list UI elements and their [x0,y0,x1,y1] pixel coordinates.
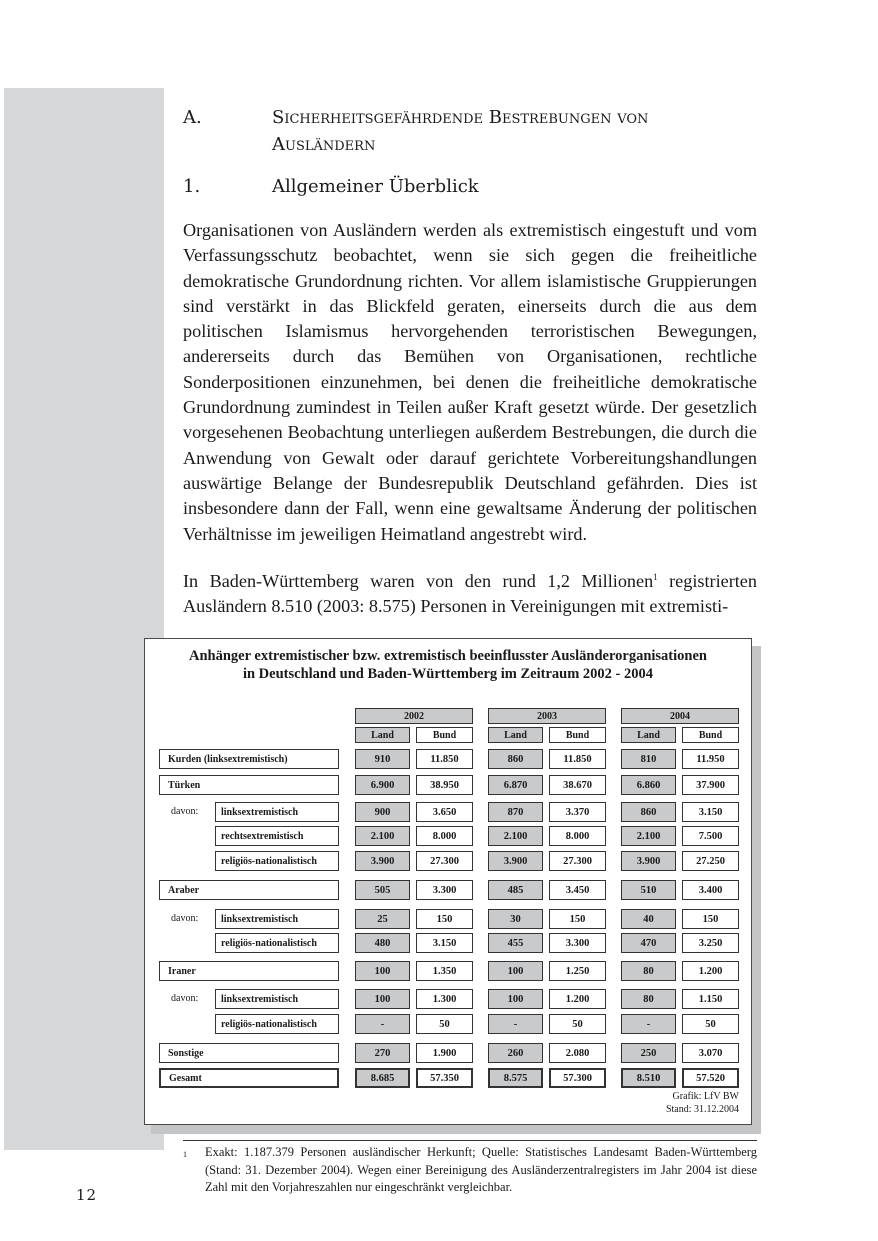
footnote-mark: 1 [183,1150,187,1159]
value-bund: 1.350 [416,961,473,981]
davon-label: davon: [171,806,199,817]
value-bund: 3.300 [416,880,473,900]
value-land: 8.510 [621,1068,676,1088]
table-row-label: Kurden (linksextremistisch) [159,749,339,769]
value-bund: 150 [682,909,739,929]
page-number: 12 [76,1186,98,1204]
bund-header: Bund [416,727,473,743]
bund-header: Bund [682,727,739,743]
value-bund: 27.300 [549,851,606,871]
value-bund: 1.150 [682,989,739,1009]
paragraph-1: Organisationen von Ausländern werden als extremistisch eingestuft und vom Verfassungsschutz beobachtet, wenn sie sich gegen die freiheitliche demokratische Grundordnung richten. Vor allem islamistische Gruppierungen sind verstärkt in das Blickfeld geraten, einerseits durch die aus dem politischen Islamismus hervorgehenden terroristischen Bewegungen, andererseits durch das Bemühen von Organisationen, rechtliche Sonderpositionen einzunehmen, bei denen die freiheitliche demokratische Grundordnung zumindest in Teilen außer Kraft gesetzt würde. Der gesetzlich vorgesehenen Beobachtung unterliegen außerdem Bestrebungen, die durch die Anwendung von Gewalt oder darauf gerichtete Vorbereitungshandlungen auswärtige Belange der Bundesrepublik Deutschland gefährden. Dies ist insbesondere dann der Fall, wenn eine gewaltsame Änderung der politischen Verhältnisse im jeweiligen Heimatland angestrebt wird. [183,220,757,544]
value-land: 8.685 [355,1068,410,1088]
value-bund: 7.500 [682,826,739,846]
value-land: 100 [488,961,543,981]
subsection-title: Allgemeiner Überblick [272,176,479,197]
value-bund: 11.950 [682,749,739,769]
value-bund: 3.650 [416,802,473,822]
bund-header: Bund [549,727,606,743]
value-land: 2.100 [621,826,676,846]
value-bund: 3.070 [682,1043,739,1063]
margin-bar [4,88,164,1150]
value-bund: 57.350 [416,1068,473,1088]
value-land: 100 [488,989,543,1009]
year-header: 2004 [621,708,739,724]
table-row-sublabel: rechtsextremistisch [215,826,339,846]
table-row-label: Iraner [159,961,339,981]
value-land: 3.900 [488,851,543,871]
table-row-sublabel: religiös-nationalistisch [215,851,339,871]
figure-source: Grafik: LfV BW Stand: 31.12.2004 [665,1091,739,1115]
value-bund: 57.300 [549,1068,606,1088]
table-row-sublabel: linksextremistisch [215,989,339,1009]
value-land: 3.900 [355,851,410,871]
value-bund: 27.300 [416,851,473,871]
value-land: 80 [621,961,676,981]
value-land: 6.870 [488,775,543,795]
table-row-sublabel: religiös-nationalistisch [215,1014,339,1034]
value-bund: 3.150 [416,933,473,953]
main-text [183,104,757,619]
davon-label: davon: [171,913,199,924]
value-bund: 3.300 [549,933,606,953]
value-bund: 3.450 [549,880,606,900]
value-land: 270 [355,1043,410,1063]
paragraph-2: In Baden-Württemberg waren von den rund 1,2 Millionen$^1$ registrierten Ausländern 8.510 (2003: 8.575) Personen in Vereinigungen mit extremisti- [183,570,757,617]
value-land: 860 [488,749,543,769]
value-bund: 3.150 [682,802,739,822]
value-land: - [355,1014,410,1034]
value-land: 910 [355,749,410,769]
figure-title: Anhänger extremistischer bzw. extremistisch beeinflusster Ausländerorganisationen in Deutschland und Baden-Württemberg im Zeitraum 2002 - 2004 [189,648,707,682]
footnote [183,1144,757,1197]
land-header: Land [621,727,676,743]
land-header: Land [488,727,543,743]
value-bund: 3.370 [549,802,606,822]
value-land: 455 [488,933,543,953]
value-bund: 50 [549,1014,606,1034]
subsection-number: 1. [183,176,201,197]
value-land: 810 [621,749,676,769]
value-land: 860 [621,802,676,822]
value-land: 260 [488,1043,543,1063]
value-land: 8.575 [488,1068,543,1088]
table-row-label: Türken [159,775,339,795]
value-bund: 2.080 [549,1043,606,1063]
value-land: 25 [355,909,410,929]
value-bund: 11.850 [549,749,606,769]
value-bund: 150 [416,909,473,929]
table-row-sublabel: linksextremistisch [215,909,339,929]
subsection-heading [183,174,757,200]
value-bund: 27.250 [682,851,739,871]
table-row-label: Araber [159,880,339,900]
value-land: 480 [355,933,410,953]
value-bund: 8.000 [549,826,606,846]
value-bund: 37.900 [682,775,739,795]
value-bund: 1.250 [549,961,606,981]
value-land: - [488,1014,543,1034]
davon-label: davon: [171,993,199,1004]
value-bund: 1.200 [549,989,606,1009]
section-heading [183,104,757,158]
value-bund: 50 [416,1014,473,1034]
value-land: 870 [488,802,543,822]
value-land: 250 [621,1043,676,1063]
section-number: A. [183,107,202,128]
table-row-label: Gesamt [159,1068,339,1088]
value-land: 6.900 [355,775,410,795]
statistics-figure [144,638,752,1125]
value-bund: 1.200 [682,961,739,981]
value-bund: 150 [549,909,606,929]
value-bund: 8.000 [416,826,473,846]
value-land: - [621,1014,676,1034]
year-header: 2003 [488,708,606,724]
value-land: 510 [621,880,676,900]
value-bund: 3.400 [682,880,739,900]
value-bund: 11.850 [416,749,473,769]
footnote-text: Exakt: 1.187.379 Personen ausländischer Herkunft; Quelle: Statistisches Landesamt Baden-Württemberg (Stand: 31. Dezember 2004). Wegen einer Bereinigung des Ausländerzentralregisters im Jahr 2004 ist diese Zahl mit den Vorjahreszahlen nur eingeschränkt vergleichbar. [205,1145,757,1194]
value-bund: 57.520 [682,1068,739,1088]
year-header: 2002 [355,708,473,724]
value-land: 30 [488,909,543,929]
value-land: 900 [355,802,410,822]
value-bund: 38.950 [416,775,473,795]
table-row-sublabel: linksextremistisch [215,802,339,822]
value-land: 505 [355,880,410,900]
value-land: 3.900 [621,851,676,871]
value-bund: 50 [682,1014,739,1034]
value-land: 100 [355,961,410,981]
value-land: 2.100 [355,826,410,846]
value-land: 470 [621,933,676,953]
value-land: 80 [621,989,676,1009]
value-land: 2.100 [488,826,543,846]
footnote-divider [183,1140,757,1141]
value-land: 6.860 [621,775,676,795]
value-bund: 38.670 [549,775,606,795]
value-bund: 1.900 [416,1043,473,1063]
table-row-sublabel: religiös-nationalistisch [215,933,339,953]
value-land: 40 [621,909,676,929]
value-land: 100 [355,989,410,1009]
value-land: 485 [488,880,543,900]
table-row-label: Sonstige [159,1043,339,1063]
land-header: Land [355,727,410,743]
footnote-reference[interactable]: 1 [653,571,658,582]
value-bund: 3.250 [682,933,739,953]
section-title: Sicherheitsgefährdende Bestrebungen von Ausländern [272,107,649,155]
value-bund: 1.300 [416,989,473,1009]
